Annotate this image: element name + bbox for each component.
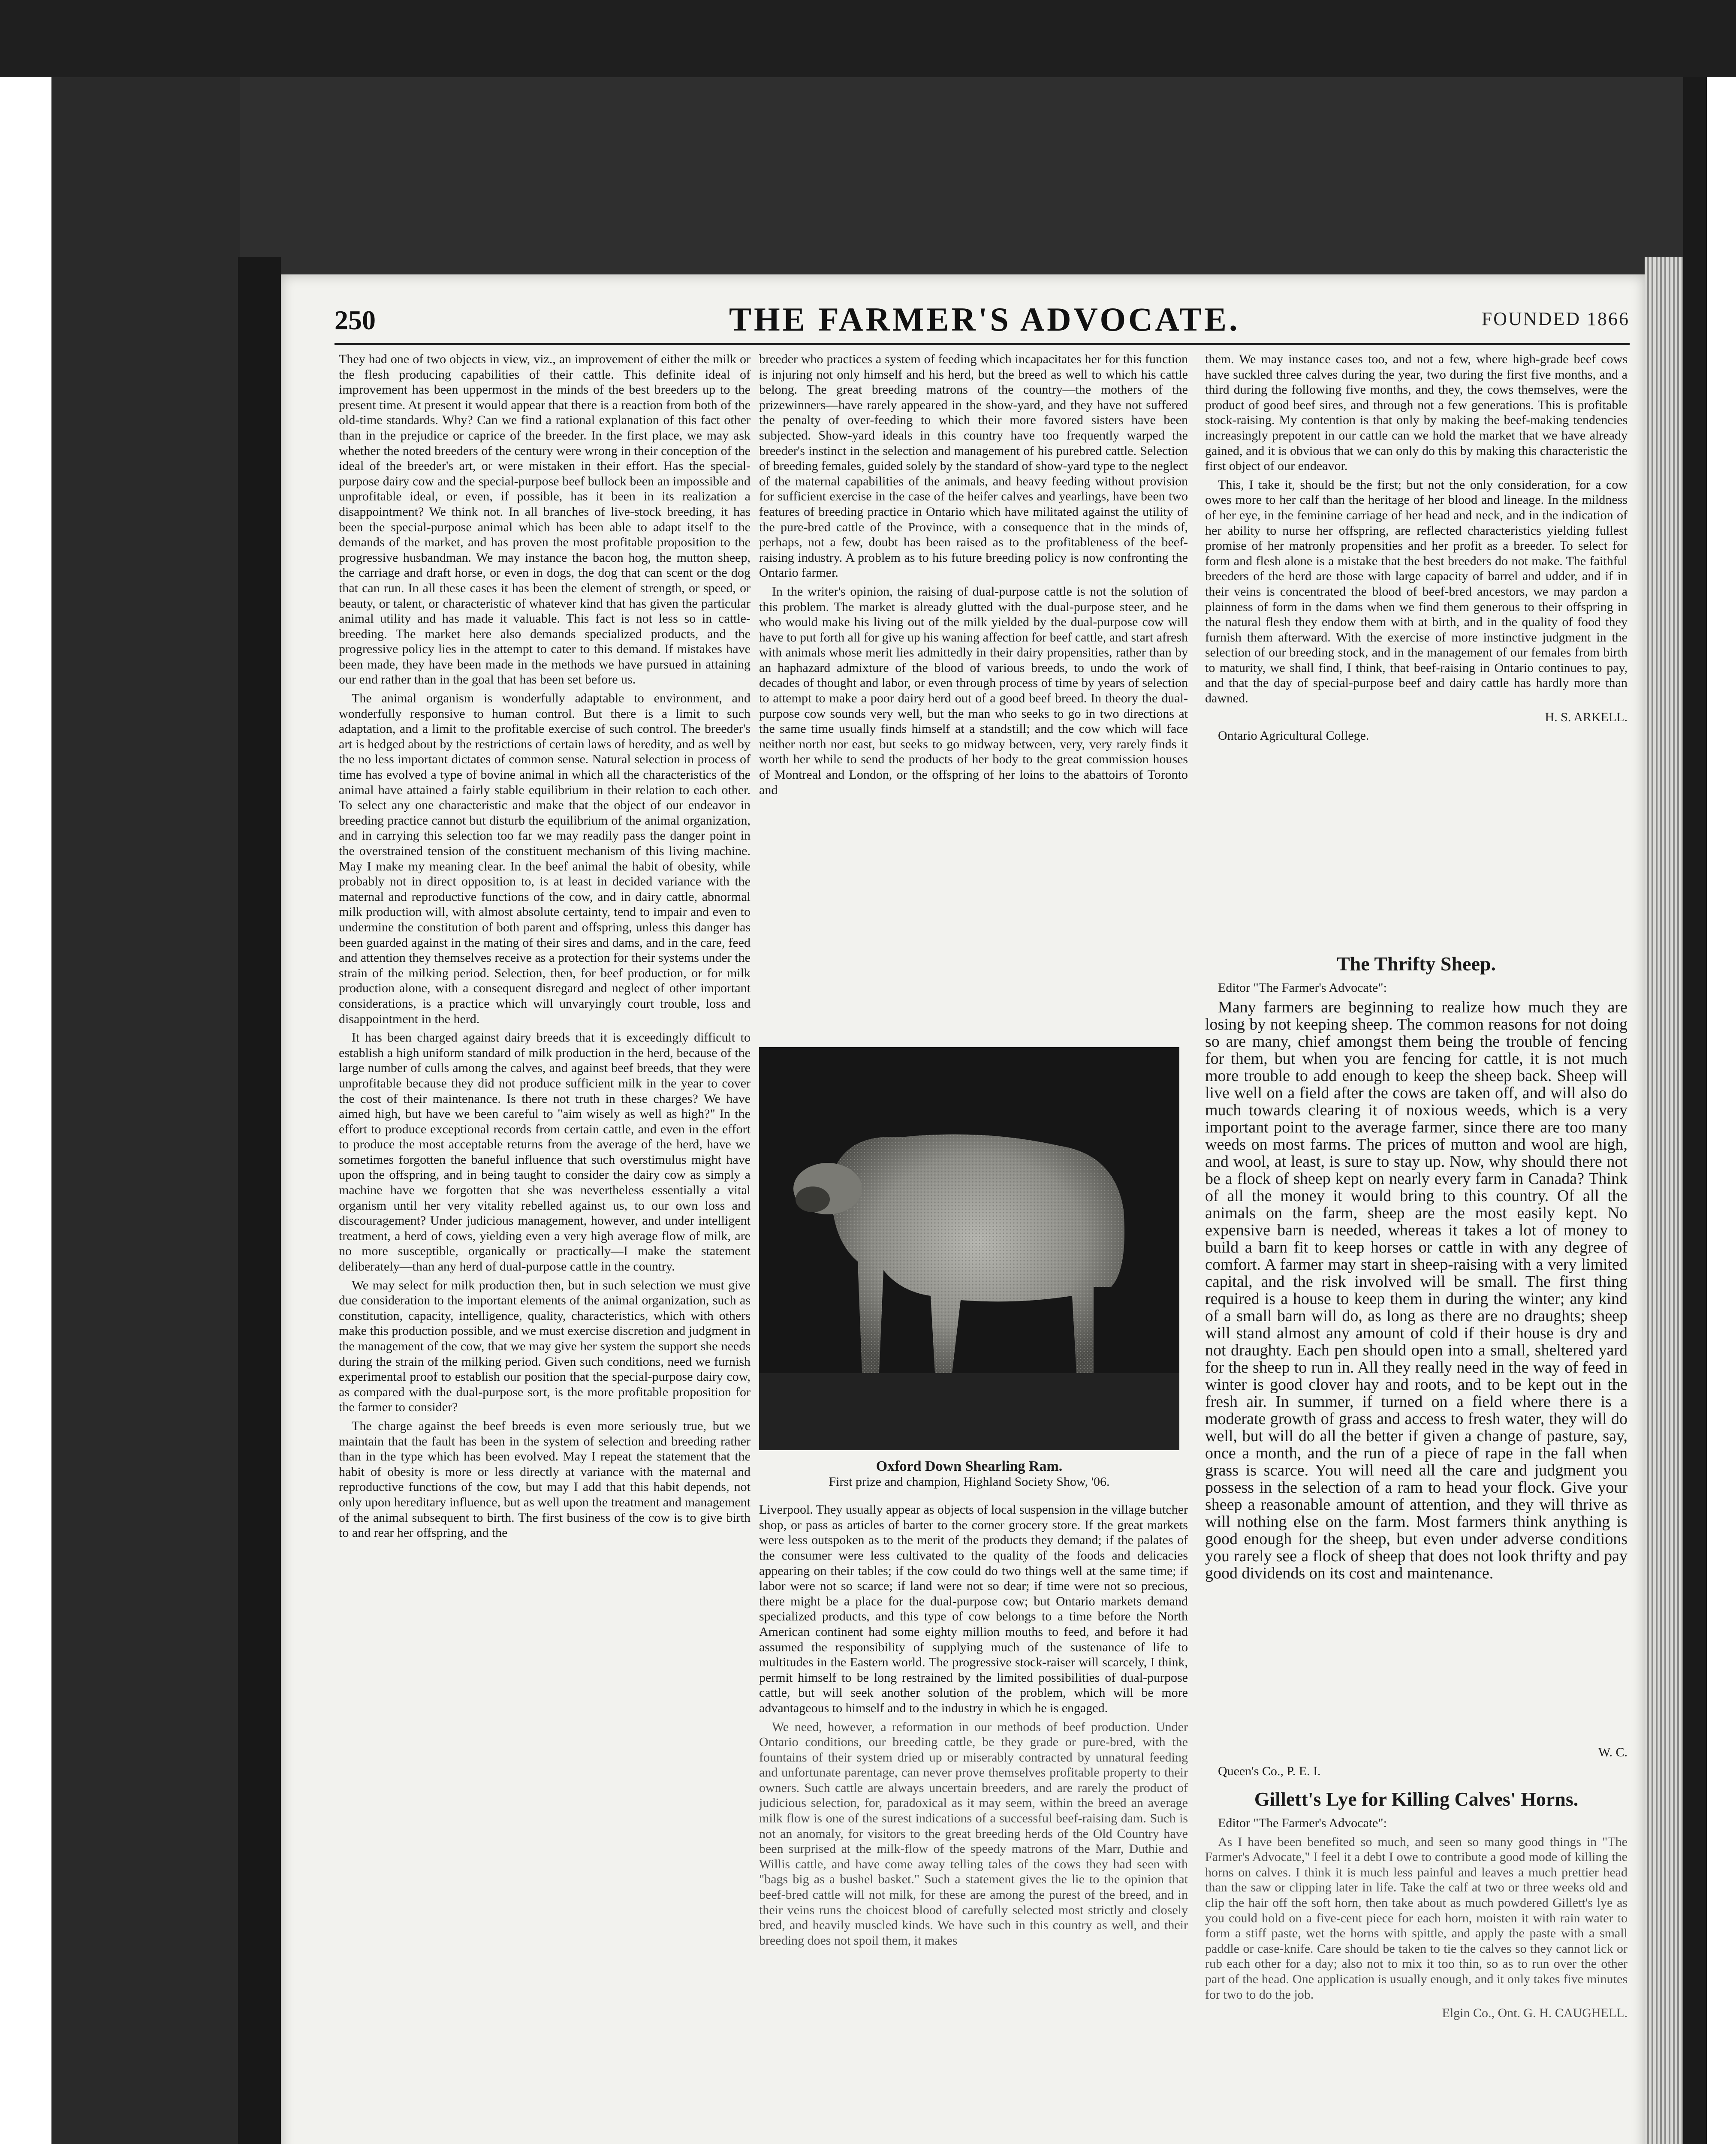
author-signature: H. S. ARKELL.: [1545, 710, 1628, 724]
author-signature: Elgin Co., Ont. G. H. CAUGHELL.: [1442, 2006, 1628, 2021]
paragraph: As I have been benefited so much, and seen so many good things in "The Farmer's Advocate," I feel it a debt I owe to contribute a good mode of killing the horns on calves. I think it is much less painful and leaves a much prettier head than the saw or clipping later in life. Take the calf at two or three weeks old and clip the hair off the soft horn, then take about as much powdered Gillett's lye as you could hold on a five-cent piece for each horn, moisten it with rain water to form a stiff paste, wet the horns with spittle, and apply the paste with a small paddle or case-knife. Care should be taken to tie the calves so they cannot lick or rub each other for a day; also not to mix it too thin, so as to run over the other part of the head. One application is usually enough, and it only takes five minutes for two to do the job.: [1205, 1834, 1628, 2002]
scan-background-right: [1683, 77, 1707, 2144]
paragraph: This, I take it, should be the first; but not the only consideration, for a cow owes more to her calf than the heritage of her blood and lineage. In the mildness of her eye, in the feminine carriage of her head and neck, and in the indication of her ability to nurse her offspring, are reflected characteristics yielding fullest promise of her matronly propensities and her profit as a breeder. To select for form and flesh alone is a mistake that the best breeders do not make. The faithful breeders of the herd are those with large capacity of barrel and udder, and if in their veins is concentrated the blood of beef-bred ancestors, we may pardon a plainness of form in the dams when we find them generous to their offspring in the natural flesh they endow them with at birth, and in the quality of food they furnish them afterward. With the exercise of more instinctive judgment in the selection of our breeding stock, and in the management of our females from birth to maturity, we shall find, I think, that beef-raising in Ontario continues to pay, and that the day of special-purpose beef and dairy cattle has hardly more than dawned.: [1205, 477, 1628, 706]
arkell-article-end: [1205, 352, 1628, 943]
author-affiliation: Ontario Agricultural College.: [1218, 729, 1369, 743]
column-2: [759, 352, 1188, 2144]
binding-shadow: [238, 257, 281, 2144]
paragraph: The animal organism is wonderfully adaptable to environment, and wonderfully responsive to human control. But there is a limit to such adaptation, and a limit to the profitable exercise of such control. The breeder's art is hedged about by the restrictions of certain laws of heredity, and as well by the no less important dictates of common sense. Natural selection in process of time has evolved a type of bovine animal in which all the characteristics of the animal have attained a fairly stable equilibrium in their relation to each other. To select any one characteristic and make that the object of our endeavor in breeding practice cannot but disturb the equilibrium of the animal organization, and in carrying this selection too far we may readily pass the danger point in the overstrained tension of the constituent mechanism of this living machine. May I make my meaning clear. In the beef animal the habit of obesity, while probably not in direct opposition to, is at least in decided variance with the maternal and reproductive functions of the cow, and in dairy cattle, abnormal milk production will, with almost absolute certainty, tend to impair and even to undermine the constitution of both parent and offspring, unless this danger has been guarded against in the mating of their sires and dams, and in the care, feed and attention they themselves receive as a protection for their systems under the strain of the milking period. Selection, then, for beef production, or for milk production alone, with a consequent disregard and neglect of other important considerations, is a practice which will unvaryingly court trouble, loss and disappointment in the herd.: [339, 691, 750, 1026]
paragraph: We may select for milk production then, but in such selection we must give due consideration to the important elements of the animal organization, such as constitution, capacity, intelligence, quality, characteristics, which with others make this production possible, and we must exercise discretion and judgment in the management of the cow, that we may give her system the support she needs during the strain of the milking period. Given such conditions, need we furnish experimental proof to establish our position that the special-purpose dairy cow, as compared with the dual-purpose sort, is the more profitable proposition for the farmer to consider?: [339, 1278, 750, 1415]
masthead: THE FARMER'S ADVOCATE.: [729, 301, 1240, 338]
page-edges: [1645, 257, 1683, 2144]
header-rule: [335, 343, 1630, 345]
column-3: [1205, 352, 1628, 2144]
paragraph: The charge against the beef breeds is even more seriously true, but we maintain that the fault has been in the system of selection and breeding rather than in the type which has been evolved. May I repeat the statement that the habit of obesity is more or less directly at variance with the maternal and reproductive functions of the cow, but may I add that this habit depends, not only upon hereditary influence, but as well upon the treatment and management of the animal subsequent to birth. The first business of the cow is to give birth to and rear her offspring, and the: [339, 1418, 750, 1540]
paragraph: It has been charged against dairy breeds that it is exceedingly difficult to establish a high uniform standard of milk production in the herd, because of the large number of culls among the calves, and against beef breeds, that they were unprofitable because they did not produce sufficient milk in the year to cover the cost of their maintenance. Is there not truth in these charges? We have aimed high, but have we been careful to "aim wisely as well as high?" In the effort to produce exceptional records from certain cattle, and even in the effort to produce the most acceptable returns from the average of the herd, have we sometimes forgotten the baneful influence that such overstimulus might have upon the offspring, and in being taught to consider the dairy cow as simply a machine have we forgotten that she was nevertheless essentially a vital organism until her very vitality rebelled against us, to our own loss and discouragement? Under judicious management, however, and under intelligent treatment, a herd of cows, yielding even a very high average flow of milk, are no more susceptible, organically or practically—I make the statement deliberately—than any herd of dual-purpose cattle in the country.: [339, 1030, 750, 1274]
paragraph: In the writer's opinion, the raising of dual-purpose cattle is not the solution of this problem. The market is already glutted with the dual-purpose steer, and he who would make his living out of the milk yielded by the dual-purpose cow will have to put forth all for give up his waning affection for beef cattle, and start afresh with animals whose merit lies admittedly in their dairy propensities, rather than by an haphazard admixture of the blood of various breeds, to undo the work of decades of thought and labor, or even through process of time by years of selection to attempt to make a poor dairy herd out of a good beef breed. In theory the dual-purpose cow sounds very well, but the man who seeks to go in two directions at the same time usually finds himself at a standstill; and the cow which will face neither north nor east, but seeks to go midway between, very, very rarely finds it worth her while to send the products of her body to the great commission houses of Montreal and London, or the offspring of her loins to the abattoirs of Toronto and: [759, 584, 1188, 797]
scan-background-main: [240, 77, 1707, 274]
scan-background-left: [51, 77, 240, 2144]
column-2-bottom-text: [759, 1502, 1188, 2144]
photo-caption-title: Oxford Down Shearling Ram.: [876, 1458, 1063, 1474]
photo-block: [759, 1047, 1179, 1489]
thrifty-sheep-article: [1205, 999, 1628, 1745]
sheep-image: [759, 1047, 1179, 1450]
article-heading-gillett-lye: Gillett's Lye for Killing Calves' Horns.: [1254, 1788, 1579, 1810]
article-heading-thrifty-sheep: The Thrifty Sheep.: [1336, 953, 1496, 975]
paragraph: breeder who practices a system of feeding which incapacitates her for this function is injuring not only himself and his herd, but the breed as well to which his cattle belong. The great breeding matrons of the country—the mothers of the prizewinners—have rarely appeared in the show-yard, and they have not suffered the penalty of over-feeding to which their more favored sisters have been subjected. Show-yard ideals in this country have too frequently warped the breeder's instinct in the selection and management of his purebred cattle. Selection of breeding females, guided solely by the standard of show-yard type to the neglect of the maternal capabilities of the animals, and heavy feeding without provision for sufficient exercise in the case of the heifer calves and yearlings, have been two features of breeding practice in Ontario which have militated against the utility of the pure-bred cattle of the Province, with a consequence that in the minds of, perhaps, not a few, doubt has been raised as to the profitableness of the beef-raising industry. A problem as to his future breeding policy is now confronting the Ontario farmer.: [759, 352, 1188, 580]
paragraph: them. We may instance cases too, and not a few, where high-grade beef cows have suckled three calves during the year, two during the first five months, and a third during the following five months, and they, the cows themselves, were the product of good beef sires, and through not a few generations. This is profitable stock-raising. My contention is that only by making the beef-making tendencies increasingly prepotent in our cattle can we hold the market that we have already gained, and it is obvious that we can only do this by making this characteristic the first object of our endeavor.: [1205, 352, 1628, 473]
photo-caption-subtitle: First prize and champion, Highland Society Show, '06.: [829, 1474, 1110, 1489]
paragraph: Liverpool. They usually appear as objects of local suspension in the village butcher shop, or pass as articles of barter to the corner grocery store. If the great markets were less outspoken as to the merit of the products they demand; if the palates of the consumer were less cultivated to the quality of the foods and delicacies appearing on their tables; if the cow could do two things well at the same time; if labor were not so scarce; if land were not so dear; if time were not so precious, there might be a place for the dual-purpose cow; but Ontario markets demand specialized products, and this type of cow belongs to a time before the North American continent had some eighty million mouths to feed, and before it had assumed the responsibility of supplying much of the sustenance of life to multitudes in the Eastern world. The progressive stock-raiser will scarcely, I think, permit himself to be long restrained by the limited possibilities of dual-purpose cattle, but will seek another solution of the problem, which will be more advantageous to himself and to the industry in which he is engaged.: [759, 1503, 1188, 1715]
scan-background-top: [0, 0, 1736, 77]
column-2-top-text: [759, 352, 1188, 1042]
editor-salutation: Editor "The Farmer's Advocate":: [1218, 1816, 1387, 1830]
founded-note: FOUNDED 1866: [1481, 308, 1630, 329]
column-1: [339, 352, 750, 2144]
paragraph: Many farmers are beginning to realize how much they are losing by not keeping sheep. The common reasons for not doing so are many, chief amongst them being the trouble of fencing for them, but when you are fencing for cattle, it is not much more trouble to add enough to keep the sheep back. Sheep will live well on a field after the cows are taken off, and will also do much towards clearing it of noxious weeds, which is a very important point to the average farmer, since there are too many weeds on most farms. The prices of mutton and wool are high, and wool, at least, is sure to stay up. Now, why should there not be a flock of sheep kept on nearly every farm in Canada? Think of all the money it would bring to this country. Of all the animals on the farm, sheep are the most easily kept. No expensive barn is needed, whereas it takes a lot of money to build a barn fit to keep horses or cattle in with any degree of comfort. A farmer may start in sheep-raising with a very limited capital, and the risk involved will be small. The first thing required is a house to keep them in during the winter; any kind of a small barn will do, as long as there are no draughts; sheep will stand almost any amount of cold if their house is dry and not draughty. Each pen should open into a small, sheltered yard for the sheep to run in. All they really need in the way of feed in winter is good clover hay and roots, and to be kept out in the fresh air. In summer, if turned on a field where there is a moderate growth of grass and access to fresh water, they will do well, but will do all the better if given a change of pasture, say, once a month, and the run of a piece of rape in the fall when grass is scarce. You will need all the care and judgment you possess in the selection of a ram to head your flock. Give your sheep a reasonable amount of attention, and they will thrive as will nothing else on the farm. Most farmers think anything is good enough for the sheep, but even under adverse conditions you rarely see a flock of sheep that does not look thrifty and pay good dividends on its cost and maintenance.: [1205, 999, 1628, 1583]
editor-salutation: Editor "The Farmer's Advocate":: [1218, 980, 1387, 995]
author-signature: W. C.: [1598, 1745, 1628, 1760]
paragraph: We need, however, a reformation in our methods of beef production. Under Ontario conditions, our breeding cattle, be they grade or pure-bred, with the fountains of their system dried up or miserably contracted by unnatural feeding and unfortunate parentage, can never prove themselves profitable property to their owners. Such cattle are always uncertain breeders, and are rarely the product of judicious selection, for, paradoxical as it may seem, within the breed an average milk flow is one of the surest indications of a successful beef-raising dam. Such is not an anomaly, for visitors to the great breeding herds of the Old Country have been surprised at the milk-flow of the speedy matrons of the Marr, Duthie and Willis cattle, and have come away telling tales of the cows they had seen with "bags big as a bushel basket." Such a statement gives the lie to the opinion that beef-bred cattle will not milk, for these are among the purest of the breed, and in their veins runs the choicest blood of carefully selected most strictly and closely bred, and heavily muscled kinds. We have such in this country as well, and their breeding does not spoil them, it makes: [759, 1719, 1188, 1948]
ram-photo: [759, 1047, 1179, 1450]
page-header: [335, 300, 1630, 339]
gillett-lye-article: [1205, 1834, 1628, 2144]
paragraph: They had one of two objects in view, viz., an improvement of either the milk or the flesh producing capabilities of their cattle. This definite ideal of improvement has been uppermost in the minds of the best breeders up to the present time. At present it would appear that there is a reaction from both of the old-time standards. Why? Can we find a rational explanation of this fact other than in the prejudice or caprice of the breeder. In the first place, we may ask whether the noted breeders of the century were wrong in their conception of the ideal of the breeder's art, or were mistaken in their effort. Has the special-purpose dairy cow and the special-purpose beef bullock been an impossible and unprofitable ideal, or even, if possible, has it been in its realization a disappointment? We think not. In all branches of live-stock breeding, it has been the special-purpose animal which has been able to adapt itself to the demands of the market, and has proven the most profitable proposition to the progressive husbandman. We may instance the bacon hog, the mutton sheep, the carriage and draft horse, or even in dogs, the dog that can scent or the dog that can run. In all these cases it has been the element of strength, or speed, or beauty, or talent, or characteristic of whatever kind that has given the particular animal utility and has made it valuable. This fact is not less so in cattle-breeding. The market here also demands specialized products, and the progressive policy lies in the attempt to cater to this demand. If mistakes have been made, they have been made in the methods we have pursued in attaining our end rather than in the goal that has been set before us.: [339, 352, 750, 687]
page-number: 250: [335, 305, 376, 335]
author-affiliation: Queen's Co., P. E. I.: [1218, 1764, 1321, 1778]
